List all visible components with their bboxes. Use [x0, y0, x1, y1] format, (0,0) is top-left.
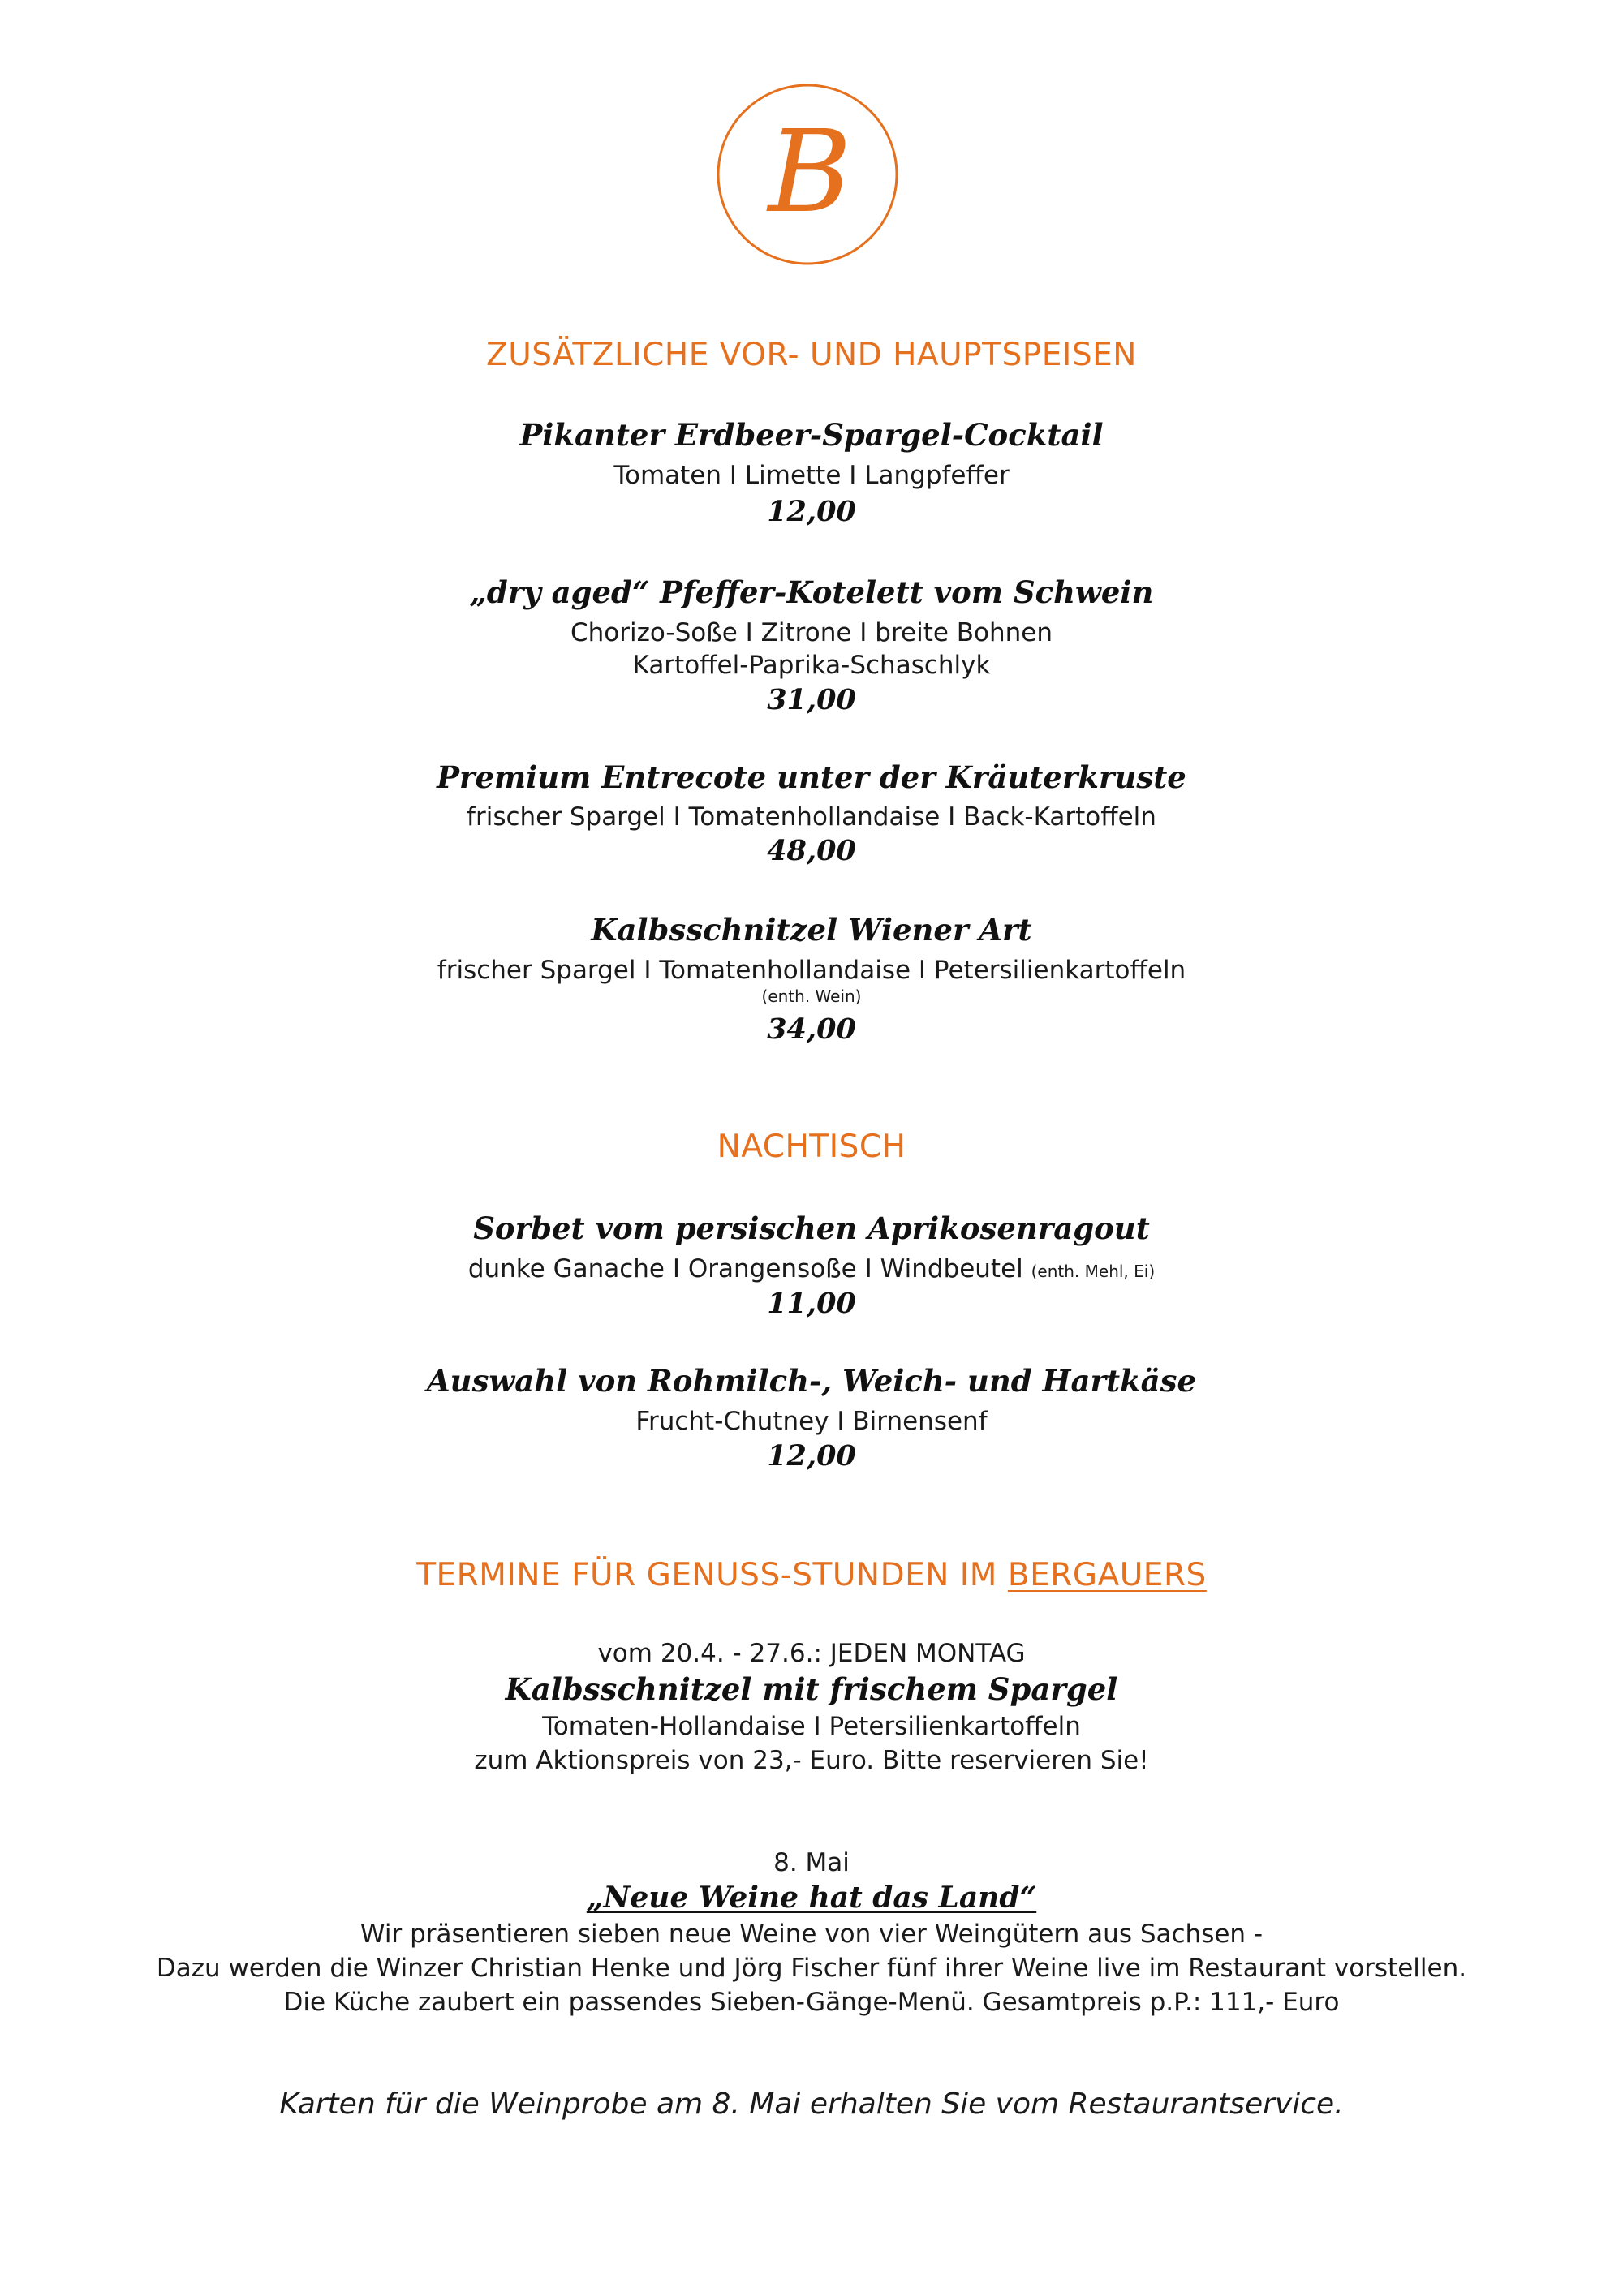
dish-price: 12,00 — [767, 495, 856, 528]
event-line: Wir präsentieren sieben neue Weine von vier Weingütern aus Sachsen - — [359, 1920, 1264, 1949]
dish-description: frischer Spargel I Tomatenhollandaise I Petersilienkartoffeln — [437, 956, 1186, 985]
dish-name: Sorbet vom persischen Aprikosenragout — [473, 1210, 1150, 1246]
event-line: Die Küche zaubert ein passendes Sieben-Gänge-Menü. Gesamtpreis p.P.: 111,- Euro — [283, 1988, 1340, 2017]
event-line: Tomaten-Hollandaise I Petersilienkartoffeln — [542, 1712, 1081, 1741]
logo-letter: B — [768, 106, 852, 239]
event-title: „Neue Weine hat das Land“ — [586, 1881, 1037, 1915]
event-title: Kalbsschnitzel mit frischem Spargel — [505, 1671, 1118, 1707]
dish-name: „dry aged“ Pfeffer-Kotelett vom Schwein — [469, 574, 1154, 610]
section-heading-dessert: NACHTISCH — [717, 1129, 906, 1165]
ticket-note: Karten für die Weinprobe am 8. Mai erhalten Sie vom Restaurantservice. — [279, 2087, 1344, 2121]
dish-description-row — [0, 1253, 1623, 1288]
event-line: zum Aktionspreis von 23,- Euro. Bitte reservieren Sie! — [474, 1746, 1149, 1775]
events-heading-text: TERMINE FÜR GENUSS-STUNDEN IM — [416, 1557, 1008, 1593]
dish-description: Frucht-Chutney I Birnensenf — [635, 1407, 988, 1436]
dish-name: Kalbsschnitzel Wiener Art — [591, 912, 1032, 948]
dish-price: 48,00 — [767, 834, 856, 867]
dish-description: Kartoffel-Paprika-Schaschlyk — [632, 651, 991, 680]
dish-name: Auswahl von Rohmilch-, Weich- und Hartkäse — [426, 1363, 1197, 1399]
dish-name: Premium Entrecote unter der Kräuterkruste — [437, 759, 1186, 795]
event-date: vom 20.4. - 27.6.: JEDEN MONTAG — [597, 1639, 1026, 1668]
dish-description: Tomaten I Limette I Langpfeffer — [613, 461, 1010, 490]
dish-note: (enth. Mehl, Ei) — [1031, 1262, 1156, 1281]
section-heading-main-courses: ZUSÄTZLICHE VOR- UND HAUPTSPEISEN — [486, 337, 1137, 373]
dish-description: dunke Ganache I Orangensoße I Windbeutel — [467, 1254, 1023, 1283]
dish-price: 12,00 — [767, 1439, 856, 1473]
event-date: 8. Mai — [773, 1848, 850, 1877]
dish-description: Chorizo-Soße I Zitrone I breite Bohnen — [570, 618, 1053, 647]
dish-price: 34,00 — [767, 1013, 856, 1046]
dish-name: Pikanter Erdbeer-Spargel-Cocktail — [519, 417, 1104, 453]
dish-description: frischer Spargel I Tomatenhollandaise I Back-Kartoffeln — [467, 802, 1156, 832]
dish-note: (enth. Wein) — [761, 987, 862, 1006]
dish-price: 31,00 — [767, 683, 856, 716]
event-line: Dazu werden die Winzer Christian Henke und Jörg Fischer fünf ihrer Weine live im Restaurant vorstellen. — [156, 1954, 1467, 1983]
restaurant-logo — [714, 81, 901, 268]
section-heading-events — [0, 1556, 1623, 1595]
bergauers-link[interactable]: BERGAUERS — [1007, 1557, 1207, 1593]
dish-price: 11,00 — [767, 1287, 856, 1320]
